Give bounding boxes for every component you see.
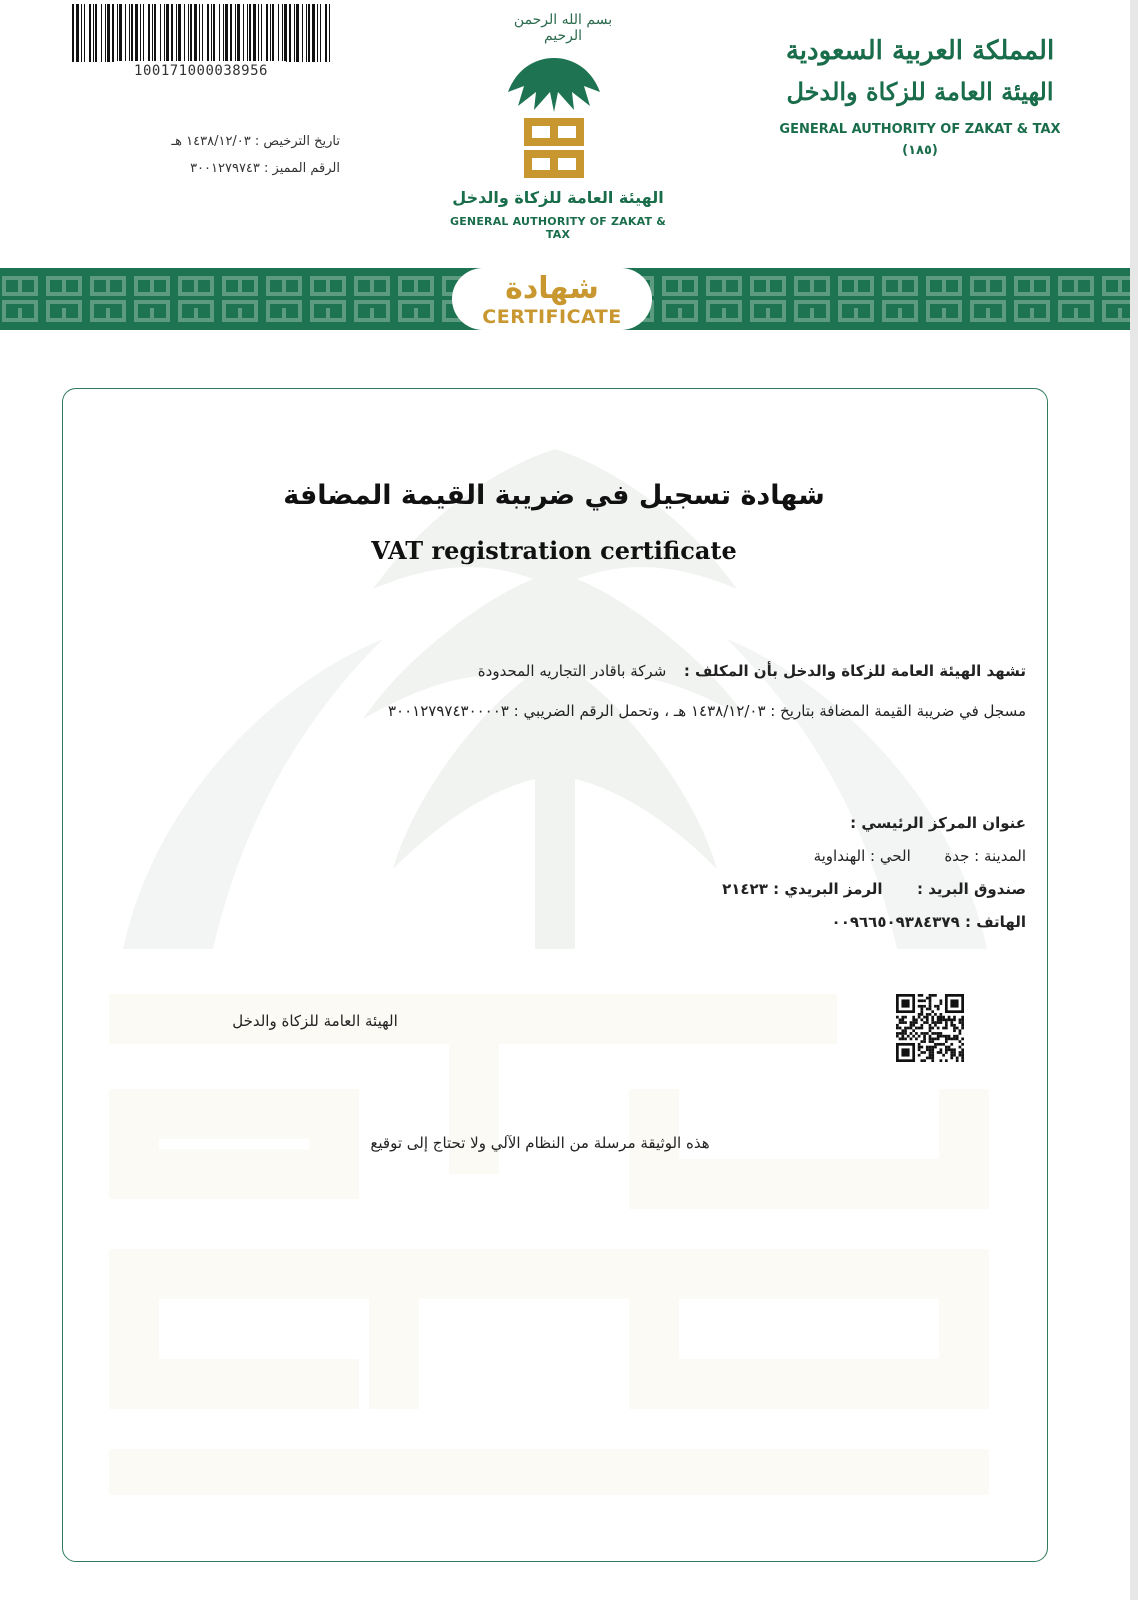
phone-line: [832, 913, 1026, 931]
banner-title: [452, 268, 652, 330]
certifies-label: تشهد الهيئة العامة للزكاة والدخل بأن المكلف :: [683, 662, 1026, 680]
footer-authority: الهيئة العامة للزكاة والدخل: [232, 1012, 398, 1030]
postal-code-label: الرمز البريدي :: [773, 880, 883, 898]
phone-value: ٠٠٩٦٦٥٠٩٣٨٤٣٧٩: [831, 913, 960, 931]
barcode-bars: [72, 4, 334, 62]
district-value: الهنداوية: [813, 847, 866, 865]
postal-code-value: ٢١٤٢٣: [722, 880, 768, 898]
palm-logo-icon: [494, 52, 614, 182]
authority-name-en: GENERAL AUTHORITY OF ZAKAT & TAX: [779, 122, 1061, 137]
registration-line: مسجل في ضريبة القيمة المضافة بتاريخ : ١٤٣٨/١٢/٠٣ هـ ، وتحمل الرقم الضريبي : ٣٠٠١٢٧٩٧٤٣٠٠٠٠٣: [388, 702, 1026, 720]
distinct-number-value: ٣٠٠١٢٧٩٧٤٣: [190, 161, 260, 176]
authority-number: (١٨٥): [902, 143, 938, 158]
basmala-calligraphy: بسم الله الرحمن الرحيم: [513, 12, 613, 44]
zakat-logo: [438, 8, 678, 241]
issuer-header: [770, 30, 1070, 158]
barcode-number: 100171000038956: [116, 61, 286, 81]
district-label: الحي :: [870, 847, 911, 865]
kingdom-name: المملكة العربية السعودية: [785, 36, 1055, 66]
center-authority-en: GENERAL AUTHORITY OF ZAKAT & TAX: [449, 215, 666, 241]
license-date-row: [130, 128, 340, 155]
license-date-label: تاريخ الترخيص :: [254, 134, 340, 149]
city-district-line: [814, 847, 1026, 865]
phone-label: الهاتف :: [964, 913, 1026, 931]
city-value: جدة: [944, 847, 970, 865]
address-heading: عنوان المركز الرئيسي :: [850, 814, 1026, 832]
company-name: شركة باقادر التجاريه المحدودة: [477, 662, 667, 680]
certifies-line: [478, 662, 1026, 680]
banner-title-en: CERTIFICATE: [482, 306, 622, 328]
center-authority-ar: الهيئة العامة للزكاة والدخل: [452, 188, 664, 207]
po-box-label: صندوق البريد :: [917, 880, 1026, 898]
page-edge: [1130, 0, 1138, 1600]
license-info: [130, 128, 340, 182]
city-label: المدينة :: [974, 847, 1026, 865]
authority-name-ar: الهيئة العامة للزكاة والدخل: [786, 77, 1054, 106]
barcode: [72, 4, 334, 80]
footer-note: هذه الوثيقة مرسلة من النظام الآلي ولا تحتاج إلى توقيع: [370, 1134, 710, 1152]
distinct-number-row: [130, 155, 340, 182]
certificate-title-en: VAT registration certificate: [371, 536, 737, 565]
banner-title-ar: شهادة: [505, 271, 599, 306]
qr-code: [896, 994, 964, 1062]
postal-line: [722, 880, 1026, 898]
license-date-value: ١٤٣٨/١٢/٠٣ هـ: [171, 134, 251, 149]
certificate-title-ar: شهادة تسجيل في ضريبة القيمة المضافة: [283, 480, 825, 511]
distinct-number-label: الرقم المميز :: [264, 161, 340, 176]
